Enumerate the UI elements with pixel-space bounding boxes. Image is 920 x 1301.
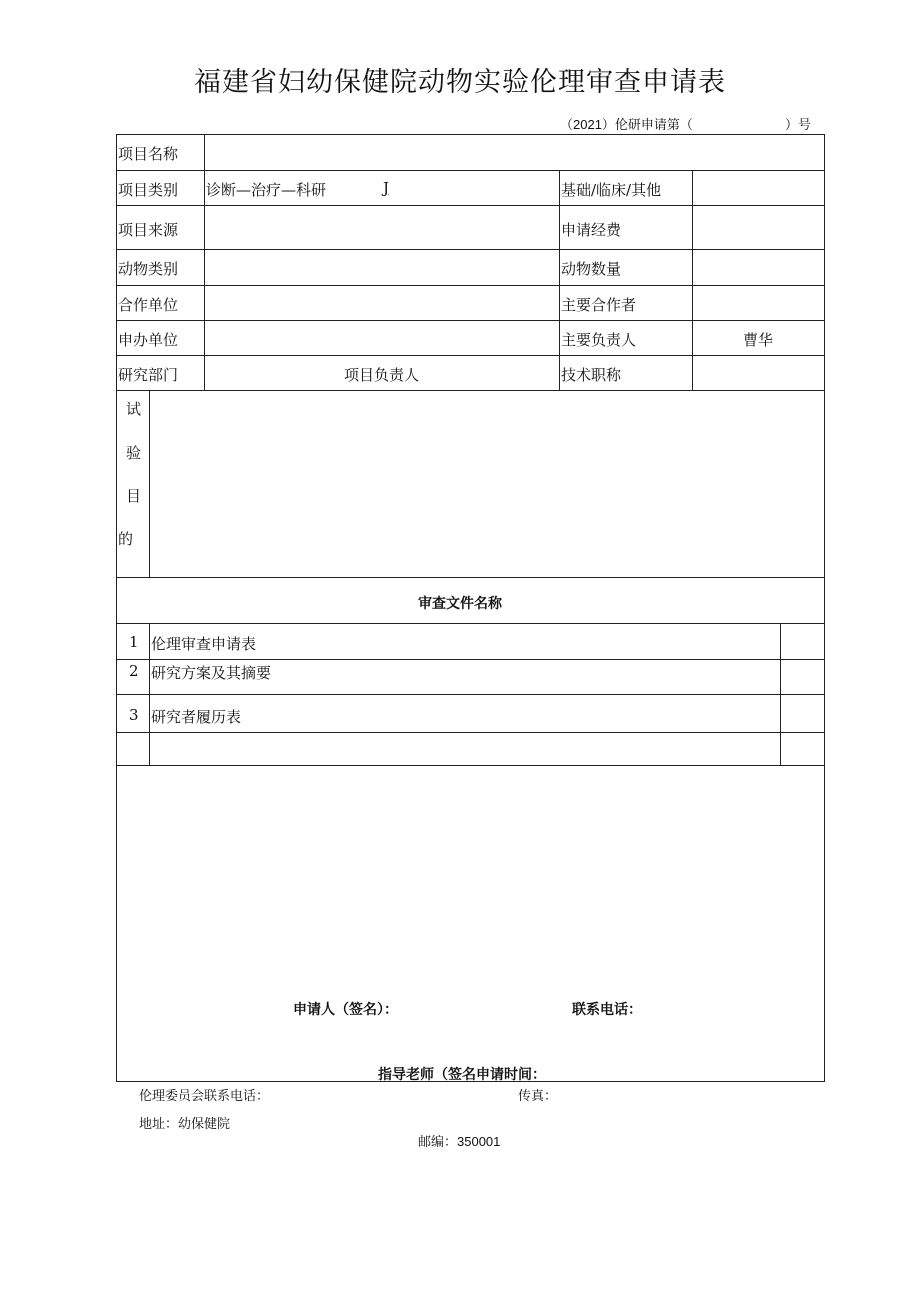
- application-number-text: 伦研申请第（: [614, 118, 693, 133]
- application-number: [560, 114, 811, 133]
- project-category-mark: J: [383, 179, 390, 197]
- committee-phone: 伦理委员会联系电话：: [139, 1089, 270, 1104]
- technical-title-label: 技术职称: [561, 366, 622, 384]
- purpose-char: 验: [126, 444, 142, 462]
- basic-clinical-other-label: 基础/临床/其他: [561, 181, 662, 199]
- review-doc-name: 研究方案及其摘要: [151, 664, 272, 682]
- application-number-suffix: ）号: [784, 118, 811, 133]
- requested-funds-label: 申请经费: [561, 221, 622, 239]
- application-year: （2021）: [560, 117, 615, 132]
- review-doc-num: 3: [129, 706, 139, 724]
- research-dept-label: 研究部门: [118, 366, 179, 384]
- animal-count-label: 动物数量: [561, 260, 622, 278]
- project-name-label: 项目名称: [118, 145, 179, 163]
- animal-type-label: 动物类别: [118, 260, 179, 278]
- contact-phone-label: 联系电话：: [572, 1001, 642, 1017]
- principal-leader-label: 主要负责人: [561, 331, 637, 349]
- review-doc-num: 2: [129, 662, 139, 680]
- review-doc-name: 研究者履历表: [151, 708, 242, 726]
- review-docs-header: 审查文件名称: [418, 595, 502, 611]
- applicant-signature-label: 申请人（签名）：: [293, 1001, 398, 1017]
- sponsor-unit-label: 申办单位: [118, 331, 179, 349]
- principal-leader-value: 曹华: [743, 331, 774, 349]
- postcode: 邮编：350001: [418, 1134, 501, 1149]
- project-leader-label: 项目负责人: [344, 366, 420, 384]
- purpose-char: 目: [126, 487, 142, 505]
- project-category-label: 项目类别: [118, 181, 179, 199]
- advisor-signature-label: 指导老师（签名申请时间：: [378, 1066, 546, 1082]
- review-doc-num: 1: [129, 633, 139, 651]
- page-title: 福建省妇幼保健院动物实验伦理审查申请表: [194, 67, 726, 98]
- main-partner-label: 主要合作者: [561, 296, 637, 314]
- purpose-char: 试: [126, 400, 142, 418]
- project-category-value: 诊断—治疗—科研: [206, 181, 327, 199]
- fax: 传真：: [518, 1089, 558, 1104]
- project-source-label: 项目来源: [118, 221, 179, 239]
- address: 地址：幼保健院: [139, 1117, 231, 1132]
- purpose-char: 的: [118, 530, 134, 548]
- review-doc-name: 伦理审查申请表: [151, 635, 257, 653]
- partner-unit-label: 合作单位: [118, 296, 179, 314]
